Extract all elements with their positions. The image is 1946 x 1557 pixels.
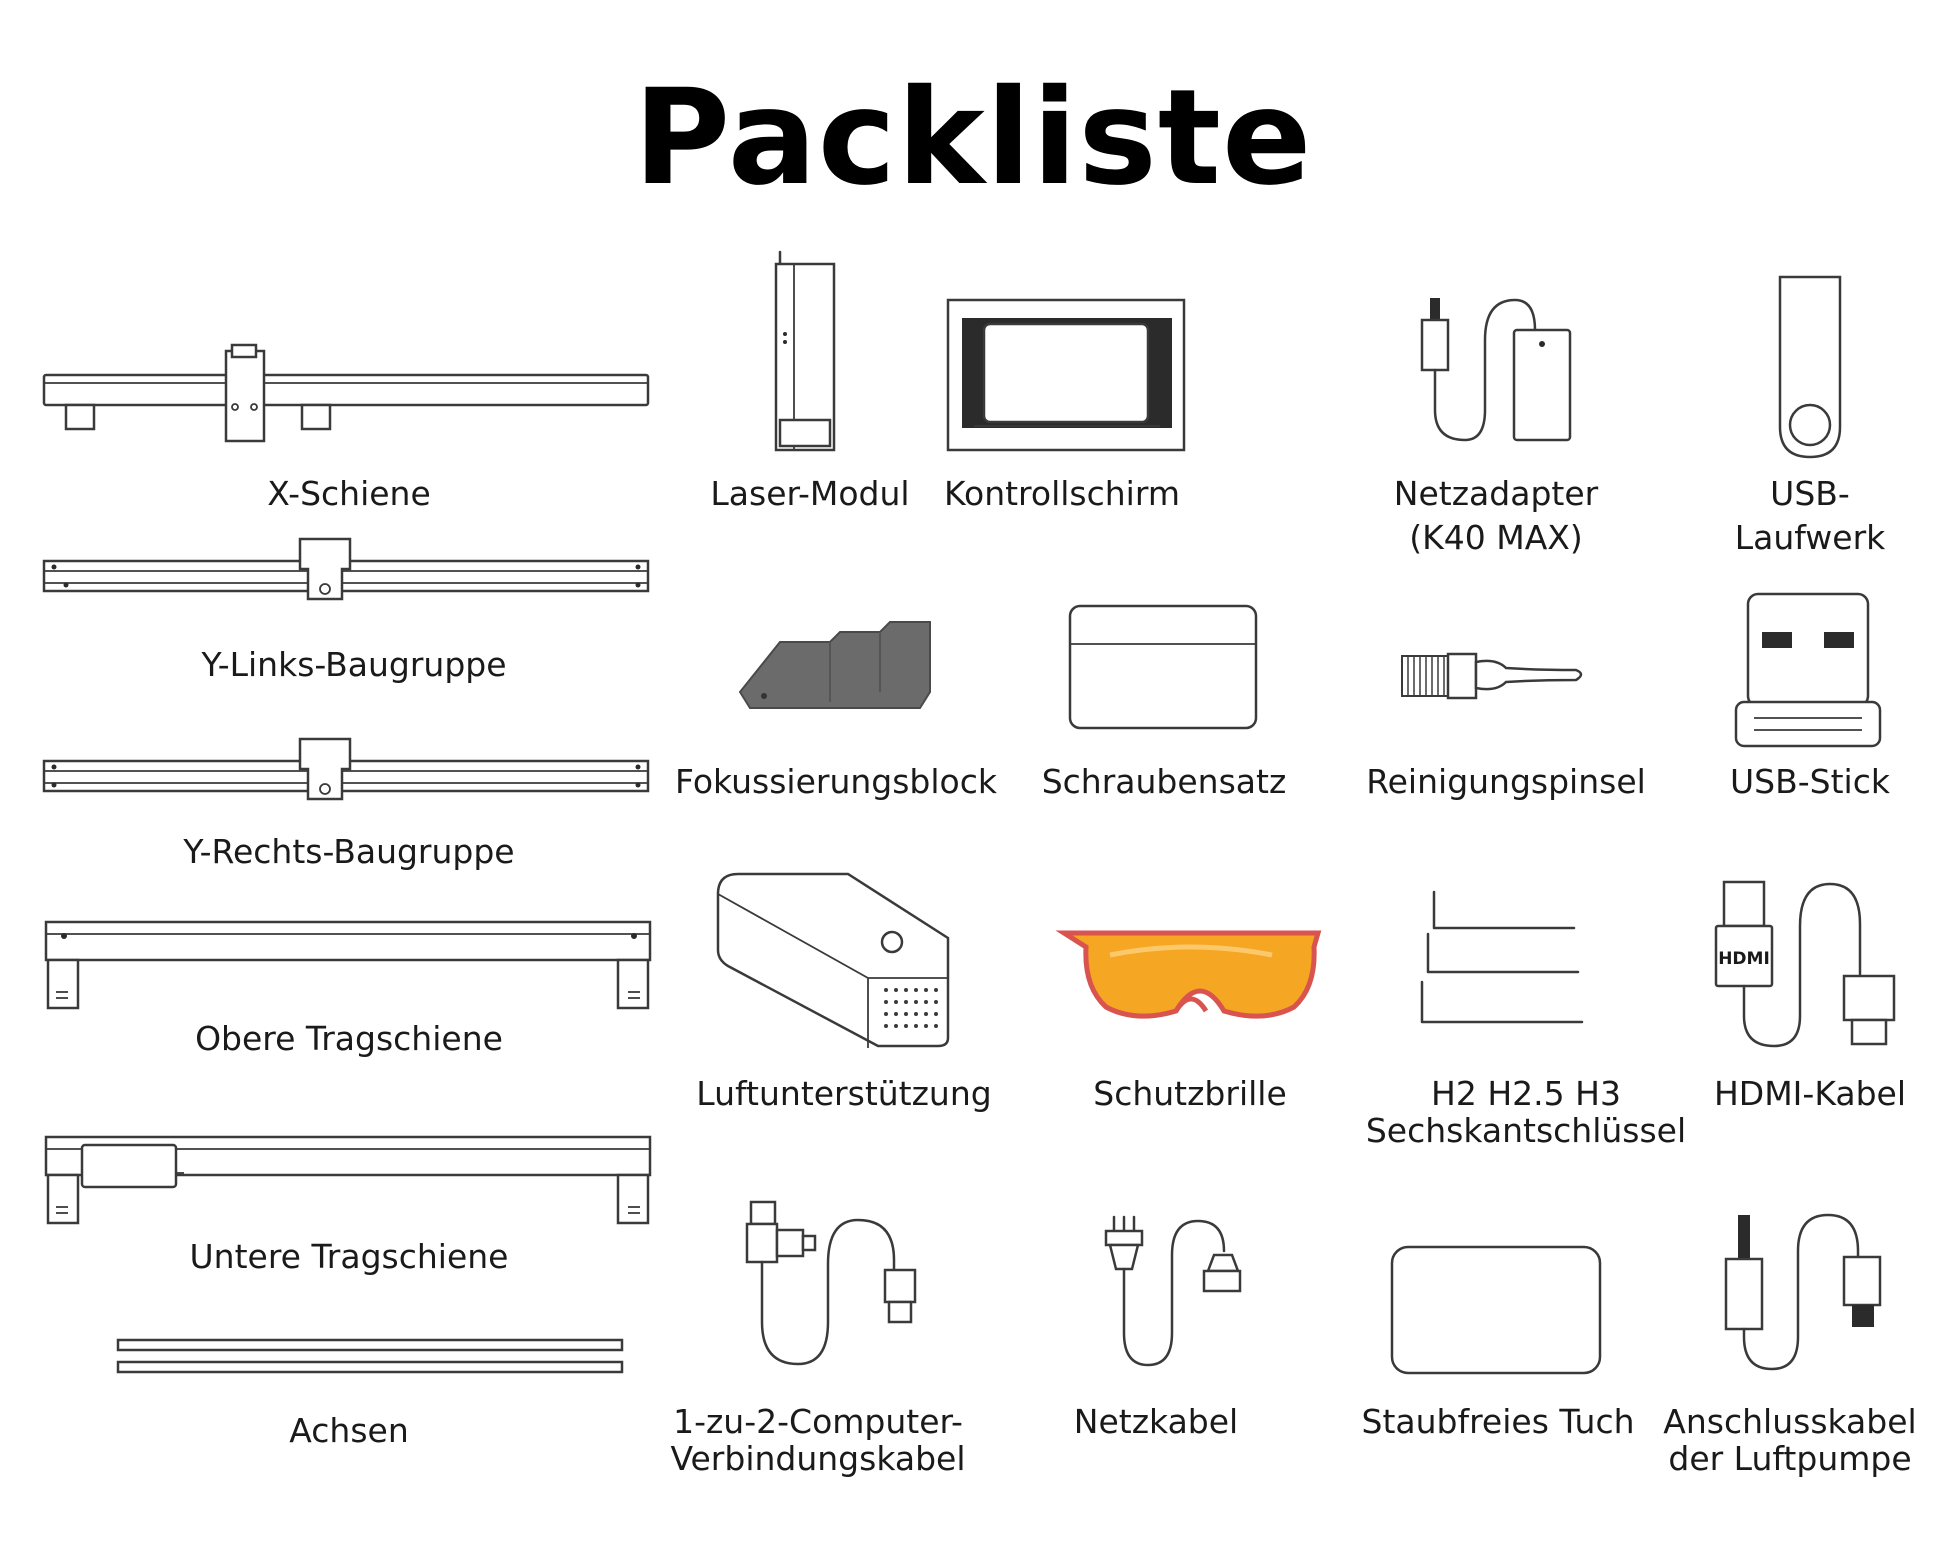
- y-left-assembly-illustration: [42, 535, 652, 605]
- computer-connection-cable-illustration: [745, 1200, 925, 1370]
- air-pump-cable-illustration: [1720, 1213, 1910, 1373]
- air-pump-cable-label-line1: Anschlusskabel: [1663, 1402, 1917, 1441]
- x-rail-illustration: [42, 345, 652, 445]
- usb-drive-label-line1: USB-: [1770, 474, 1850, 513]
- air-assist-illustration: [714, 870, 964, 1050]
- power-adapter-label-line1: Netzadapter: [1393, 474, 1599, 513]
- control-screen-illustration: [946, 298, 1186, 453]
- lower-rail-illustration: [44, 1135, 654, 1235]
- hdmi-badge-text: HDMI: [1718, 949, 1770, 969]
- focus-block-illustration: [738, 620, 928, 715]
- computer-connection-cable-label-line2: Verbindungskabel: [670, 1439, 966, 1478]
- power-cable-label: Netzkabel: [1073, 1402, 1239, 1441]
- y-right-assembly-label: Y-Rechts-Baugruppe: [183, 832, 515, 871]
- air-assist-label: Luftunterstützung: [696, 1074, 992, 1113]
- y-left-assembly-label: Y-Links-Baugruppe: [201, 645, 507, 684]
- dustfree-cloth-illustration: [1390, 1245, 1604, 1377]
- focus-block-label: Fokussierungsblock: [675, 762, 997, 801]
- power-adapter-illustration: [1418, 296, 1578, 446]
- cleaning-brush-label: Reinigungspinsel: [1366, 762, 1646, 801]
- page-title: Packliste: [633, 61, 1313, 215]
- power-adapter-label: [1394, 475, 1598, 556]
- cleaning-brush-illustration: [1400, 648, 1590, 708]
- upper-rail-label: Obere Tragschiene: [195, 1019, 503, 1058]
- air-pump-cable-label: [1663, 1403, 1916, 1477]
- usb-drive-illustration: [1776, 275, 1846, 465]
- power-adapter-label-line2: (K40 MAX): [1409, 518, 1583, 557]
- screw-set-label: Schraubensatz: [1041, 762, 1287, 801]
- upper-rail-illustration: [44, 920, 654, 1020]
- hdmi-cable-illustration: [1712, 880, 1902, 1050]
- lower-rail-label: Untere Tragschiene: [189, 1237, 509, 1276]
- usb-drive-label-line2: Laufwerk: [1734, 518, 1886, 557]
- hex-keys-label-line2: Sechskantschlüssel: [1365, 1111, 1687, 1150]
- air-pump-cable-label-line2: der Luftpumpe: [1668, 1439, 1912, 1478]
- power-cable-illustration: [1102, 1215, 1232, 1370]
- laser-module-illustration: [770, 250, 840, 455]
- usb-stick-label: USB-Stick: [1730, 762, 1890, 801]
- hex-keys-illustration: [1414, 888, 1584, 1028]
- y-right-assembly-illustration: [42, 735, 652, 805]
- dustfree-cloth-label: Staubfreies Tuch: [1361, 1402, 1635, 1441]
- screw-set-illustration: [1068, 604, 1260, 732]
- computer-connection-cable-label: [670, 1403, 965, 1477]
- axes-illustration: [116, 1338, 626, 1378]
- hex-keys-label: [1366, 1075, 1686, 1149]
- safety-goggles-illustration: [1060, 925, 1322, 1045]
- usb-stick-illustration: [1734, 592, 1884, 752]
- safety-goggles-label: Schutzbrille: [1093, 1074, 1287, 1113]
- control-screen-label: Kontrollschirm: [944, 474, 1180, 513]
- usb-drive-label: [1735, 475, 1886, 556]
- laser-module-label: Laser-Modul: [710, 474, 910, 513]
- x-rail-label: X-Schiene: [267, 474, 431, 513]
- hex-keys-label-line1: H2 H2.5 H3: [1431, 1074, 1621, 1113]
- axes-label: Achsen: [289, 1411, 409, 1450]
- hdmi-cable-label: HDMI-Kabel: [1713, 1074, 1907, 1113]
- computer-connection-cable-label-line1: 1-zu-2-Computer-: [673, 1402, 963, 1441]
